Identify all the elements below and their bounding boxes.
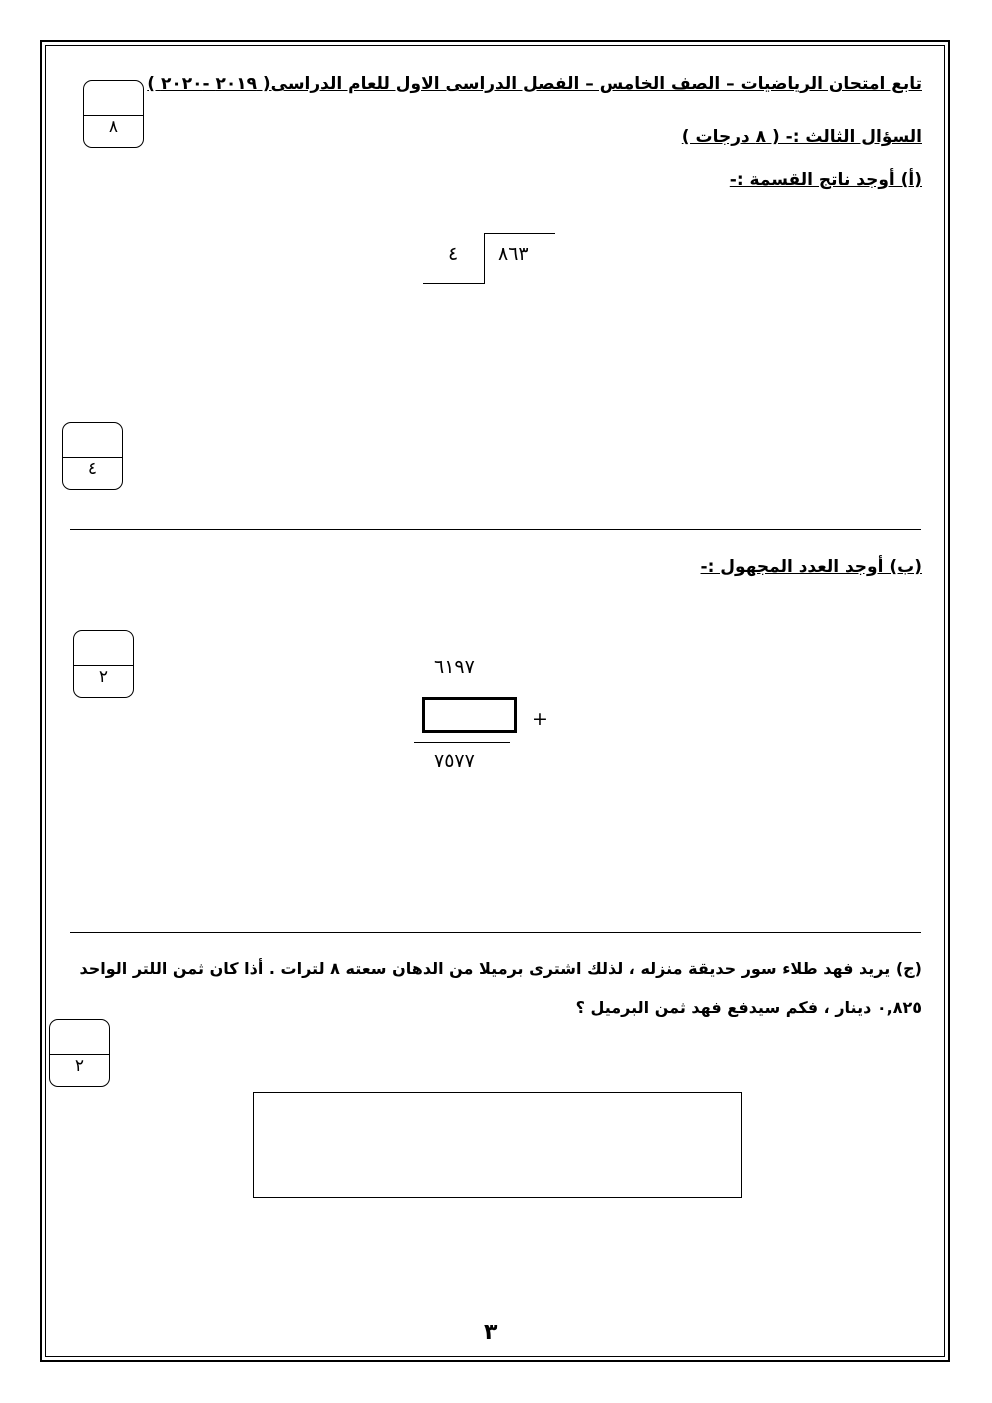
dividend: ٨٦٣ bbox=[498, 243, 529, 265]
division-top-line bbox=[485, 233, 555, 234]
part-a-score-box bbox=[62, 422, 123, 490]
page-number: ٣ bbox=[484, 1320, 498, 1345]
answer-box[interactable] bbox=[253, 1092, 742, 1198]
total-score-value: ٨ bbox=[108, 117, 119, 137]
section-divider-1 bbox=[70, 529, 921, 530]
exam-header-title: تابع امتحان الرياضيات – الصف الخامس – الفصل الدراسى الاول للعام الدراسى( ٢٠١٩ -٢٠٢٠ ) bbox=[147, 74, 922, 94]
long-division bbox=[420, 230, 560, 290]
section-divider-2 bbox=[70, 932, 921, 933]
question-title: السؤال الثالث :- ( ٨ درجات ) bbox=[681, 127, 922, 147]
part-a-score-value: ٤ bbox=[87, 459, 98, 479]
part-c-line-1: (ج) يريد فهد طلاء سور حديقة منزله ، لذلك اشترى برميلا من الدهان سعته ٨ لترات . أذا كان ثمن اللتر الواحد bbox=[79, 959, 922, 978]
total-score-box bbox=[83, 80, 144, 148]
addend: ٦١٩٧ bbox=[434, 656, 475, 678]
sum: ٧٥٧٧ bbox=[434, 750, 475, 772]
division-vertical-line bbox=[484, 233, 485, 283]
part-b-title: (ب) أوجد العدد المجهول :- bbox=[700, 557, 922, 577]
part-b-score-box bbox=[73, 630, 134, 698]
division-bottom-line bbox=[423, 283, 485, 284]
part-a-title: (أ) أوجد ناتج القسمة :- bbox=[729, 170, 922, 190]
plus-sign: + bbox=[532, 708, 550, 730]
addition-line bbox=[414, 742, 510, 743]
divisor: ٤ bbox=[448, 243, 459, 265]
part-c-score-value: ٢ bbox=[74, 1056, 85, 1076]
part-b-score-value: ٢ bbox=[98, 667, 109, 687]
unknown-number-box[interactable] bbox=[422, 697, 517, 733]
part-c-score-box bbox=[49, 1019, 110, 1087]
part-c-line-2: ٠,٨٢٥ دينار ، فكم سيدفع فهد ثمن البرميل ؟ bbox=[575, 998, 922, 1017]
